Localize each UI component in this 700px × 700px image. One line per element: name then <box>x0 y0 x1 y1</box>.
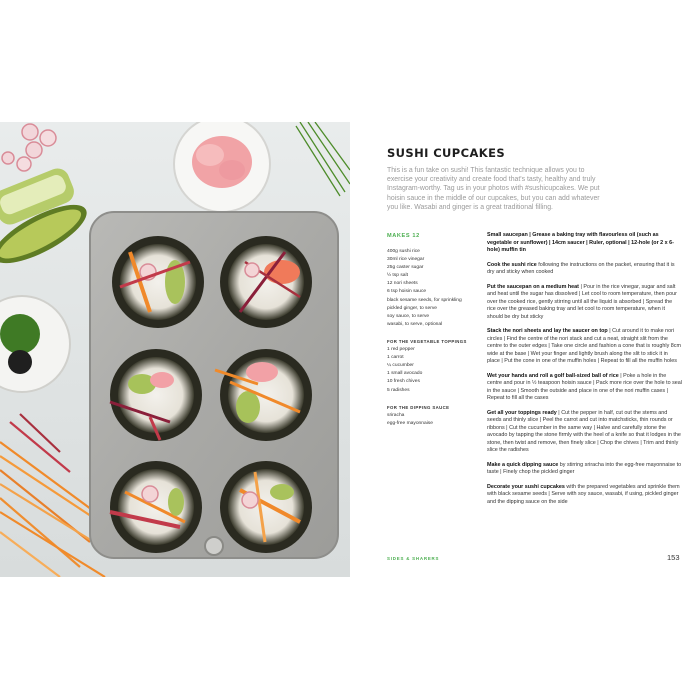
method-step <box>487 373 682 403</box>
step-lead: Put the saucepan on a medium heat <box>487 283 579 290</box>
method-step <box>487 410 682 455</box>
method-step <box>487 328 682 366</box>
ingredient-item: 6 tsp hoisin sauce <box>387 289 427 295</box>
cupcake-3 <box>110 349 202 441</box>
book-spread <box>0 122 700 577</box>
ingredient-item: 1 carrot <box>387 355 404 361</box>
ingredient-item: ½ tsp salt <box>387 273 408 279</box>
equipment-line <box>487 232 682 255</box>
pickled-ginger-bowl <box>174 122 270 212</box>
ingredient-item: sriracha <box>387 412 405 418</box>
page-number: 153 <box>667 553 680 562</box>
step-lead: Make a quick dipping sauce <box>487 461 559 468</box>
ingredient-item: 25g caster sugar <box>387 265 424 271</box>
method-step <box>487 284 682 322</box>
step-text: | Poke a hole in the centre and pour in ½ teaspoon hoisin sauce | Pack more rice over the hole to seal in the sauce | Smooth the outside and place in one of the nori muffin cases | Repeat to fill all the cases <box>487 372 682 401</box>
step-text: | Cut around it to make nori circles | Find the centre of the nori stack and cut a neat, straight slit from the centre to the outer edges | Take one circle and fashion a cone that is roughly 8cm wide at the base | Wet your finger and lightly brush along the slit to stick it in place | Put the cone in one of the muffin holes | Repeat to fill all the muffin holes <box>487 328 681 364</box>
veg-toppings-heading: FOR THE VEGETABLE TOPPINGS <box>387 338 467 344</box>
method-step <box>487 462 682 477</box>
food-photo <box>0 122 350 577</box>
sushi-cupcakes-photo <box>0 122 350 577</box>
cupcake-1 <box>112 236 204 328</box>
step-lead: Cook the sushi rice <box>487 261 537 268</box>
ingredient-item: black sesame seeds, for sprinkling <box>387 297 462 303</box>
ingredient-item: 30ml rice vinegar <box>387 257 425 263</box>
cupcake-2 <box>220 236 312 328</box>
step-lead: Stack the nori sheets and lay the saucer on top <box>487 328 608 334</box>
method-steps <box>487 232 682 513</box>
step-lead: Get all your toppings ready <box>487 409 557 416</box>
method-step <box>487 262 682 277</box>
dipping-sauce-heading: FOR THE DIPPING SAUCE <box>387 404 450 410</box>
method-step <box>487 484 682 507</box>
step-text: | Cut the pepper in half, cut out the stems and seeds and thinly slice | Peel the carrot and cut into matchsticks, thin rounds or ribbons | Cut the cucumber in the same way | Halve and carefully stone the avocado by tapping the stone firmly with the heel of a knife so that it lodges in the stone, then twist and remove, then finely slice | Chop the chives | Trim and thinly slice the radishes <box>487 409 681 453</box>
ingredient-item: 1 red pepper <box>387 347 415 353</box>
ingredient-item: soy sauce, to serve <box>387 313 430 319</box>
ingredient-item: 1 small avocado <box>387 371 423 377</box>
step-lead: Decorate your sushi cupcakes <box>487 483 565 490</box>
step-lead: Wet your hands and roll a golf ball-sized ball of rice <box>487 372 619 379</box>
step-text: by stirring sriracha into the egg-free mayonnaise to taste | Finely chop the pickled ginger <box>487 461 682 475</box>
cupcake-6 <box>220 461 312 553</box>
ingredients-list <box>387 248 482 428</box>
ingredient-item: 5 radishes <box>387 387 410 393</box>
radish-slices <box>2 124 56 171</box>
cupcake-5 <box>110 461 202 553</box>
ingredient-item: 10 fresh chives <box>387 379 420 385</box>
recipe-title: SUSHI CUPCAKES <box>387 146 506 160</box>
recipe-page <box>350 122 700 577</box>
section-footer: SIDES & SHARERS <box>387 556 440 561</box>
ingredient-item: 400g sushi rice <box>387 249 420 254</box>
step-text: | Pour in the rice vinegar, sugar and salt and heat until the sugar has dissolved | Let cool to room temperature, then pour over the cooked rice, gently stirring until all the liquid is absorbed | Spread the rice over the greased baking tray and let cool to room temperature, when it should be dry but sticky <box>487 283 677 320</box>
step-text: following the instructions on the packet, ensuring that it is dry and sticky when cooked <box>487 261 675 275</box>
ingredient-item: pickled ginger, to serve <box>387 305 438 311</box>
step-text: with the prepared vegetables and sprinkle them with black sesame seeds | Serve with soy sauce, wasabi, if using, pickled ginger and the dipping sauce on the side <box>487 483 680 505</box>
chives <box>296 122 350 196</box>
equipment-text: Small saucepan | Grease a baking tray with flavourless oil (such as vegetable or sunflower) | 14cm saucer | Ruler, optional | 12-hole (or 2 x 6-hole) muffin tin <box>487 232 674 253</box>
ingredient-item: 12 nori sheets <box>387 281 418 287</box>
ingredient-item: egg-free mayonnaise <box>387 420 433 426</box>
makes-yield: MAKES 12 <box>387 233 420 239</box>
ingredient-item: wasabi, to serve, optional <box>387 321 443 327</box>
ingredient-item: ¼ cucumber <box>387 363 414 369</box>
recipe-intro: This is a fun take on sushi! This fantastic technique allows you to exercise your creativity and create food that's tasty, healthy and truly Instagram-worthy. Tag us in your photos with #sushicupcakes. We put hoisin sauce in the middle of our cupcakes, but you can add whatever you like. Wasabi and ginger is a great traditional filling. <box>387 167 600 211</box>
chives-bowl <box>0 296 70 392</box>
